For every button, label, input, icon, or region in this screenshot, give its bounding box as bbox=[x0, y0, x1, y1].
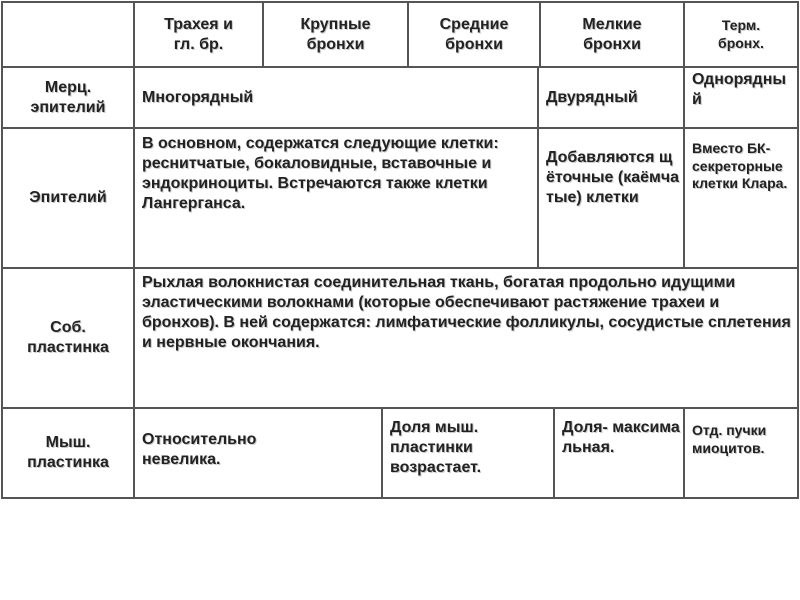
table-border-bottom bbox=[1, 497, 799, 499]
muscle-relatively-small: Относительно невелика. bbox=[142, 431, 257, 468]
ciliated-onerow: Однорядный bbox=[692, 71, 787, 108]
lamina-propria-description: Рыхлая волокнистая соединительная ткань, богатая продольно идущими эластическими волокнами (которые обеспечивают растяжение трахеи и бронхов). В ней содержатся: лимфатические фолликулы, сосудистые сплетения и нервные окончания. bbox=[142, 274, 791, 351]
epithelium-brush-cells: Добавляются щёточные (каёмчатые) клетки bbox=[546, 149, 680, 206]
ciliated-multirow: Многорядный bbox=[142, 88, 254, 106]
row-label-ciliated-epithelium: Мерц. эпителий bbox=[30, 78, 106, 116]
row-label-epithelium: Эпителий bbox=[29, 189, 107, 206]
muscle-share-increases: Доля мыш. пластинки возрастает. bbox=[390, 419, 482, 476]
ciliated-tworow: Двурядный bbox=[546, 88, 638, 106]
header-trachea: Трахея и гл. бр. bbox=[164, 15, 233, 53]
muscle-separate-bundles: Отд. пучки миоцитов. bbox=[692, 422, 767, 456]
epithelium-club-cells: Вместо БК- секреторные клетки Клара. bbox=[692, 140, 788, 191]
table-border-right bbox=[797, 1, 799, 499]
muscle-share-maximal: Доля- максимальная. bbox=[562, 419, 680, 456]
header-small-bronchi: Мелкие бронхи bbox=[582, 15, 642, 53]
header-terminal-bronchi: Терм. бронх. bbox=[718, 17, 764, 51]
header-large-bronchi: Крупные бронхи bbox=[300, 15, 371, 53]
row-label-muscle-plate: Мыш. пластинка bbox=[27, 434, 109, 471]
header-medium-bronchi: Средние бронхи bbox=[439, 15, 509, 53]
row-label-lamina-propria: Соб. пластинка bbox=[27, 319, 109, 356]
epithelium-main-cells: В основном, содержатся следующие клетки: реснитчатые, бокаловидные, вставочные и эндокриноциты. Встречаются также клетки Лангерганса. bbox=[142, 135, 499, 212]
